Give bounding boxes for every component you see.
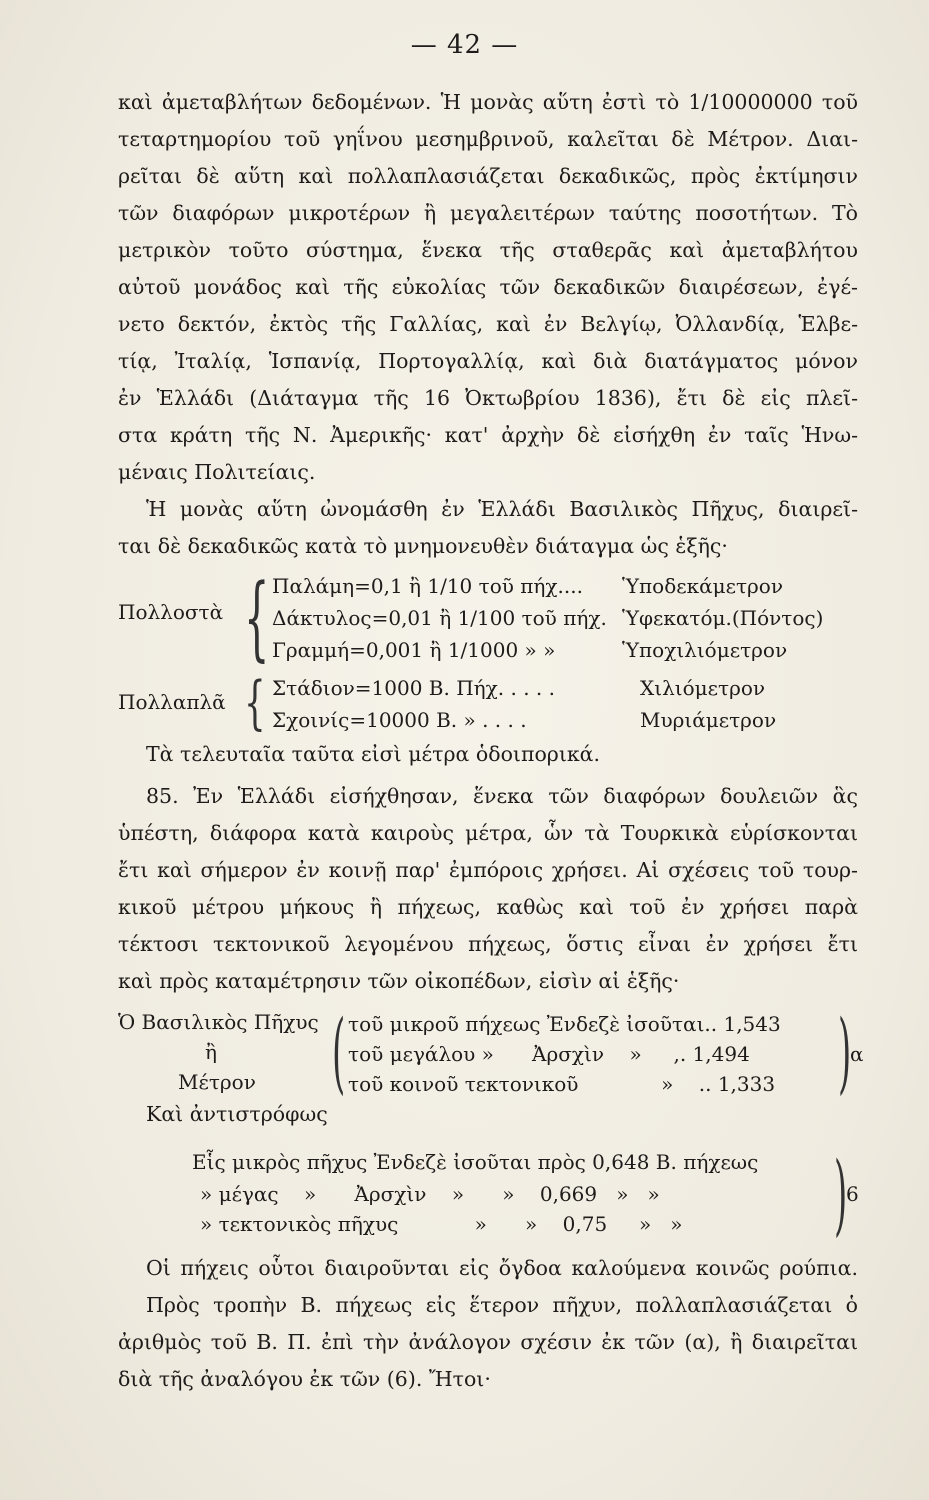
brace: ) — [834, 1144, 848, 1248]
text-line: νετο δεκτόν, ἐκτὸς τῆς Γαλλίας, καὶ ἐν Βελγίῳ, Ὀλλανδίᾳ, Ἑλβε- — [118, 312, 858, 336]
brace: { — [244, 670, 266, 738]
text-line: τέκτοσι τεκτονικοῦ λεγομένου πήχεως, ὅστις εἶναι ἐν χρήσει ἔτι — [118, 932, 858, 956]
relation-left: Μέτρον — [178, 1070, 256, 1094]
text-line: Πρὸς τροπὴν Β. πήχεως εἰς ἕτερον πῆχυν, πολλαπλασιάζεται ὁ — [146, 1293, 858, 1317]
text-line: ρεῖται δὲ αὕτη καὶ πολλαπλασιάζεται δεκαδικῶς, πρὸς ἐκτίμησιν — [118, 164, 858, 188]
text-line: διὰ τῆς ἀναλόγου ἐκ τῶν (6). Ἤτοι· — [118, 1367, 491, 1391]
text-line: ἔτι καὶ σήμερον ἐν κοινῇ παρ' ἐμπόροις χρήσει. Αἱ σχέσεις τοῦ τουρ- — [118, 858, 858, 882]
relation-tag: 6 — [846, 1182, 859, 1206]
table-row: Ὑποδεκάμετρον — [622, 574, 783, 598]
table-row: Γραμμή=0,001 ἢ 1/1000 » » — [272, 638, 556, 662]
text-line: Οἱ πήχεις οὗτοι διαιροῦνται εἰς ὄγδοα καλούμενα κοινῶς ρούπια. — [146, 1256, 858, 1280]
table-row: Σχοινίς=10000 Β. » . . . . — [272, 708, 527, 732]
table-row: Δάκτυλος=0,01 ἢ 1/100 τοῦ πήχ. — [272, 606, 607, 630]
text-line: Ἡ μονὰς αὕτη ὠνομάσθη ἐν Ἑλλάδι Βασιλικὸς Πῆχυς, διαιρεῖ- — [146, 497, 858, 521]
relation-row: Εἷς μικρὸς πῆχυς Ἐνδεζὲ ἰσοῦται πρὸς 0,648 Β. πήχεως — [192, 1150, 759, 1174]
text-line: μέναις Πολιτείαις. — [118, 460, 316, 484]
table-row: Παλάμη=0,1 ἢ 1/10 τοῦ πήχ.... — [272, 574, 583, 598]
relation-left: ἢ — [205, 1040, 217, 1064]
text-line: καὶ ἀμεταβλήτων δεδομένων. Ἡ μονὰς αὕτη ἐστὶ τὸ 1/10000000 τοῦ — [118, 90, 858, 114]
brace: ( — [332, 1002, 346, 1106]
relation-row: τοῦ κοινοῦ τεκτονικοῦ » .. 1,333 — [348, 1072, 776, 1096]
text-line: ὑπέστη, διάφορα κατὰ καιροὺς μέτρα, ὧν τὰ Τουρκικὰ εὑρίσκονται — [118, 821, 858, 845]
text-line: μετρικὸν τοῦτο σύστημα, ἕνεκα τῆς σταθερᾶς καὶ ἀμεταβλήτου — [118, 238, 858, 262]
table-row: Ὑποχιλιόμετρον — [622, 638, 788, 662]
relation-row: τοῦ μεγάλου » Ἀρσχὶν » ,. 1,494 — [348, 1042, 750, 1066]
text-line: τῶν διαφόρων μικροτέρων ἢ μεγαλειτέρων ταύτης ποσοτήτων. Τὸ — [118, 201, 858, 225]
relation-row: » τεκτονικὸς πῆχυς » » 0,75 » » — [200, 1212, 683, 1236]
table-row: Ὑφεκατόμ.(Πόντος) — [622, 606, 824, 630]
text-line: ἀριθμὸς τοῦ Β. Π. ἐπὶ τὴν ἀνάλογον σχέσιν ἐκ τῶν (α), ἢ διαιρεῖται — [118, 1330, 858, 1354]
table-row: Στάδιον=1000 Β. Πήχ. . . . . — [272, 676, 555, 700]
text-line: Καὶ ἀντιστρόφως — [146, 1102, 328, 1126]
text-line: ἐν Ἑλλάδι (Διάταγμα τῆς 16 Ὀκτωβρίου 1836), ἔτι δὲ εἰς πλεῖ- — [118, 386, 858, 410]
relation-left: Ὁ Βασιλικὸς Πῆχυς — [118, 1010, 319, 1034]
brace: { — [244, 566, 270, 672]
text-line: ται δὲ δεκαδικῶς κατὰ τὸ μνημονευθὲν διάταγμα ὡς ἑξῆς· — [118, 534, 728, 558]
text-line: Τὰ τελευταῖα ταῦτα εἰσὶ μέτρα ὁδοιπορικά. — [146, 742, 601, 766]
table-row: Μυριάμετρον — [640, 708, 777, 732]
multiples-label: Πολλαπλᾶ — [118, 690, 226, 714]
text-line: τίᾳ, Ἰταλίᾳ, Ἱσπανίᾳ, Πορτογαλλίᾳ, καὶ διὰ διατάγματος μόνον — [118, 349, 858, 373]
text-line: 85. Ἐν Ἑλλάδι εἰσήχθησαν, ἕνεκα τῶν διαφόρων δουλειῶν ἃς — [146, 784, 858, 808]
relation-row: » μέγας » Ἀρσχὶν » » 0,669 » » — [200, 1182, 660, 1206]
text-line: στα κράτη τῆς Ν. Ἀμερικῆς· κατ' ἀρχὴν δὲ εἰσήχθη ἐν ταῖς Ἡνω- — [118, 423, 858, 447]
page-number: — 42 — — [410, 30, 519, 60]
brace: ) — [838, 1002, 852, 1106]
submultiples-label: Πολλοστὰ — [118, 600, 224, 624]
text-line: αὐτοῦ μονάδος καὶ τῆς εὐκολίας τῶν δεκαδικῶν διαιρέσεων, ἐγέ- — [118, 275, 858, 299]
table-row: Χιλιόμετρον — [640, 676, 766, 700]
text-line: τεταρτημορίου τοῦ γηΐνου μεσημβρινοῦ, καλεῖται δὲ Μέτρον. Διαι- — [118, 127, 858, 151]
text-line: κικοῦ μέτρου μήκους ἢ πήχεως, καθὼς καὶ τοῦ ἐν χρήσει παρὰ — [118, 895, 858, 919]
text-line: καὶ πρὸς καταμέτρησιν τῶν οἰκοπέδων, εἰσὶν αἱ ἑξῆς· — [118, 969, 680, 993]
relation-tag: α — [850, 1042, 864, 1066]
relation-row: τοῦ μικροῦ πήχεως Ἐνδεζὲ ἰσοῦται.. 1,543 — [348, 1012, 781, 1036]
